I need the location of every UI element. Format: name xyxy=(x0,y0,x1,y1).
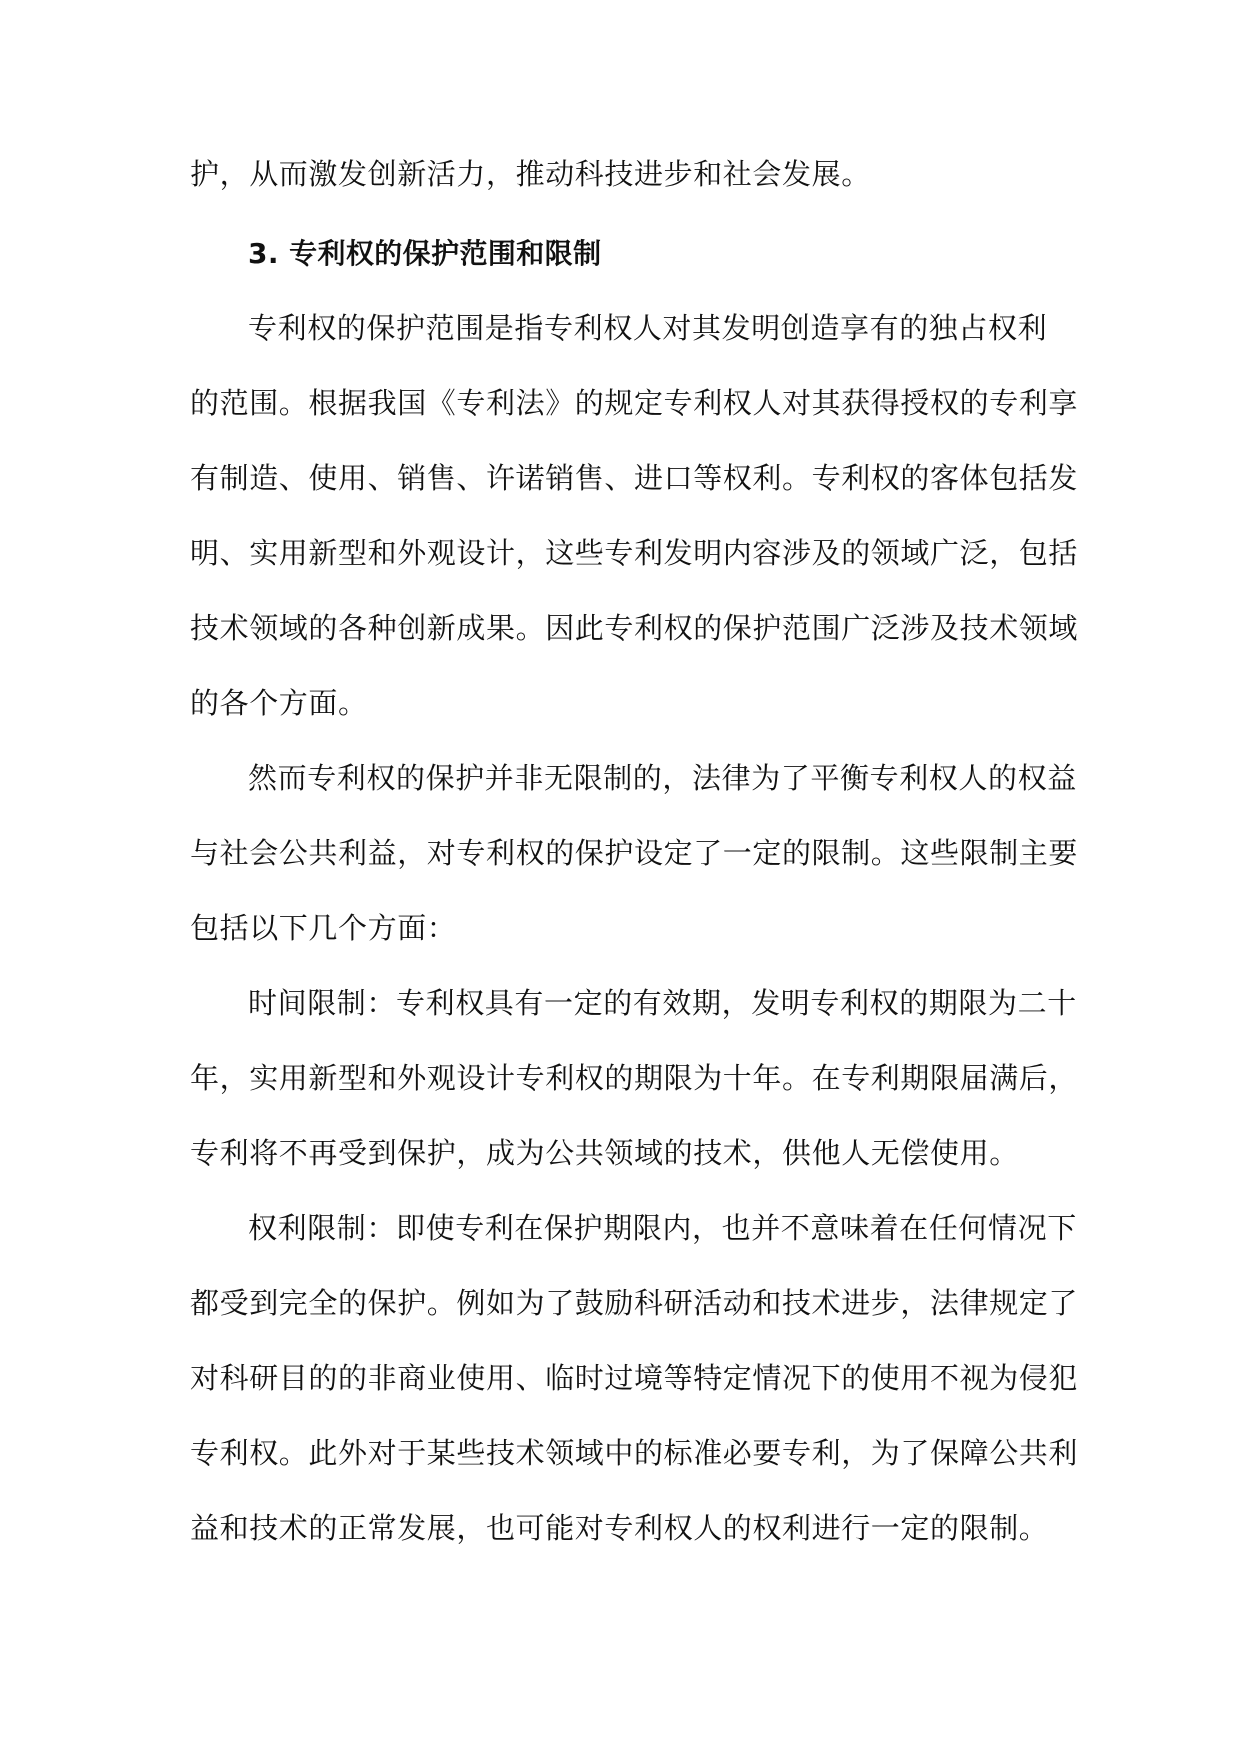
paragraph-line: 有制造、使用、销售、许诺销售、进口等权利。专利权的客体包括发 xyxy=(190,461,1079,495)
paragraph-line: 年，实用新型和外观设计专利权的期限为十年。在专利期限届满后， xyxy=(190,1061,1079,1095)
section-heading: 3. 专利权的保护范围和限制 xyxy=(248,237,602,270)
paragraph-line: 的各个方面。 xyxy=(190,686,368,720)
paragraph-line: 与社会公共利益，对专利权的保护设定了一定的限制。这些限制主要 xyxy=(190,836,1079,870)
paragraph-continuation-line: 护，从而激发创新活力，推动科技进步和社会发展。 xyxy=(190,157,871,191)
paragraph-line: 时间限制：专利权具有一定的有效期，发明专利权的期限为二十 xyxy=(248,986,1077,1020)
paragraph-line: 专利将不再受到保护，成为公共领域的技术，供他人无偿使用。 xyxy=(190,1136,1019,1170)
paragraph-line: 然而专利权的保护并非无限制的，法律为了平衡专利权人的权益 xyxy=(248,761,1077,795)
document-body xyxy=(190,137,1079,1566)
paragraph-line: 专利权。此外对于某些技术领域中的标准必要专利，为了保障公共利 xyxy=(190,1436,1079,1470)
paragraph-line: 权利限制：即使专利在保护期限内，也并不意味着在任何情况下 xyxy=(248,1211,1077,1245)
paragraph-line: 益和技术的正常发展，也可能对专利权人的权利进行一定的限制。 xyxy=(190,1511,1049,1545)
paragraph-line: 包括以下几个方面： xyxy=(190,911,457,945)
paragraph-line: 都受到完全的保护。例如为了鼓励科研活动和技术进步，法律规定了 xyxy=(190,1286,1079,1320)
paragraph-line: 技术领域的各种创新成果。因此专利权的保护范围广泛涉及技术领域 xyxy=(190,611,1079,645)
paragraph-line: 对科研目的的非商业使用、临时过境等特定情况下的使用不视为侵犯 xyxy=(190,1361,1079,1395)
paragraph-line: 专利权的保护范围是指专利权人对其发明创造享有的独占权利 xyxy=(248,311,1048,345)
paragraph-line: 明、实用新型和外观设计，这些专利发明内容涉及的领域广泛，包括 xyxy=(190,536,1079,570)
paragraph-line: 的范围。根据我国《专利法》的规定专利权人对其获得授权的专利享 xyxy=(190,386,1079,420)
